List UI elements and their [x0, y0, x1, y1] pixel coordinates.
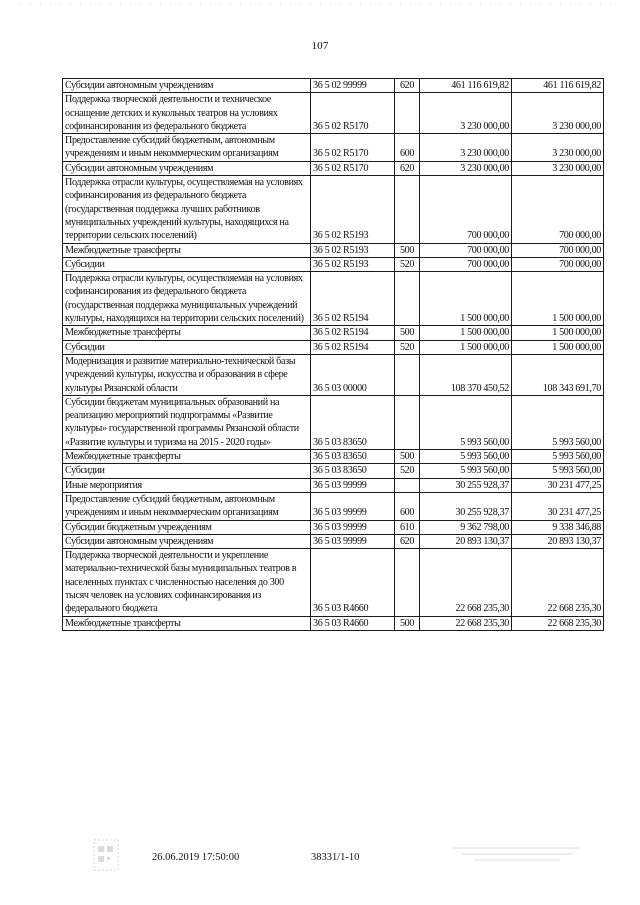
cell-expense-type: 520	[395, 257, 420, 271]
cell-amount-2: 22 668 235,30	[512, 549, 604, 616]
cell-code: 36 5 03 83650	[311, 395, 395, 449]
cell-code: 36 5 03 R4660	[311, 616, 395, 630]
cell-code: 36 5 03 00000	[311, 354, 395, 395]
cell-amount-1: 5 993 560,00	[420, 450, 512, 464]
cell-name: Субсидии автономным учреждениям	[63, 534, 311, 548]
cell-name: Поддержка отрасли культуры, осуществляемая на условиях софинансирования из федерального бюджета (государственная поддержка лучших работников муниципальных учреждений культуры, находящихся на территории сельских поселений)	[63, 176, 311, 243]
table-row	[63, 492, 604, 520]
cell-code: 36 5 02 R5170	[311, 93, 395, 134]
budget-table-body	[63, 79, 604, 631]
cell-expense-type: 500	[395, 243, 420, 257]
cell-name: Межбюджетные трансферты	[63, 243, 311, 257]
cell-amount-1: 5 993 560,00	[420, 464, 512, 478]
cell-expense-type	[395, 549, 420, 616]
cell-code: 36 5 03 99999	[311, 520, 395, 534]
cell-expense-type: 620	[395, 161, 420, 175]
table-row	[63, 326, 604, 340]
cell-name: Поддержка творческой деятельности и техническое оснащение детских и кукольных театров на условиях софинансирования из федерального бюджета	[63, 93, 311, 134]
cell-code: 36 5 03 99999	[311, 534, 395, 548]
cell-name: Предоставление субсидий бюджетным, автономным учреждениям и иным некоммерческим организациям	[63, 492, 311, 520]
table-row	[63, 272, 604, 326]
cell-amount-2: 700 000,00	[512, 176, 604, 243]
cell-name: Иные мероприятия	[63, 478, 311, 492]
cell-name: Субсидии автономным учреждениям	[63, 79, 311, 93]
cell-code: 36 5 03 99999	[311, 478, 395, 492]
cell-amount-2: 30 231 477,25	[512, 492, 604, 520]
table-row	[63, 395, 604, 449]
cell-expense-type: 500	[395, 450, 420, 464]
table-row	[63, 243, 604, 257]
table-row	[63, 616, 604, 630]
cell-amount-1: 22 668 235,30	[420, 549, 512, 616]
cell-amount-2: 9 338 346,88	[512, 520, 604, 534]
cell-amount-1: 22 668 235,30	[420, 616, 512, 630]
scan-artifact-top-edge	[0, 0, 640, 12]
cell-name: Субсидии	[63, 340, 311, 354]
cell-code: 36 5 02 R5194	[311, 340, 395, 354]
cell-name: Субсидии бюджетным учреждениям	[63, 520, 311, 534]
cell-expense-type: 520	[395, 464, 420, 478]
cell-code: 36 5 03 99999	[311, 492, 395, 520]
cell-name: Предоставление субсидий бюджетным, автономным учреждениям и иным некоммерческим организациям	[63, 134, 311, 162]
cell-amount-2: 700 000,00	[512, 257, 604, 271]
cell-name: Поддержка творческой деятельности и укрепление материально-технической базы муниципальных театров в населенных пунктах с численностью населения до 300 тысяч человек на условиях софинансирования из федерального бюджета	[63, 549, 311, 616]
cell-name: Межбюджетные трансферты	[63, 450, 311, 464]
table-row	[63, 340, 604, 354]
cell-name: Межбюджетные трансферты	[63, 326, 311, 340]
table-row	[63, 161, 604, 175]
cell-amount-2: 1 500 000,00	[512, 340, 604, 354]
cell-amount-2: 108 343 691,70	[512, 354, 604, 395]
cell-expense-type	[395, 93, 420, 134]
cell-expense-type: 620	[395, 534, 420, 548]
cell-expense-type: 500	[395, 326, 420, 340]
cell-name: Субсидии бюджетам муниципальных образований на реализацию мероприятий подпрограммы «Развитие культуры» государственной программы Рязанской области «Развитие культуры и туризма на 2015 - 2020 годы»	[63, 395, 311, 449]
cell-amount-2: 22 668 235,30	[512, 616, 604, 630]
cell-amount-1: 1 500 000,00	[420, 326, 512, 340]
table-row	[63, 520, 604, 534]
page-number: 107	[311, 40, 329, 52]
cell-amount-1: 30 255 928,37	[420, 478, 512, 492]
cell-expense-type: 520	[395, 340, 420, 354]
cell-code: 36 5 02 R5193	[311, 257, 395, 271]
cell-code: 36 5 02 R5170	[311, 134, 395, 162]
table-row	[63, 176, 604, 243]
footer-doc-number: 38331/1-10	[311, 852, 360, 863]
cell-amount-1: 700 000,00	[420, 243, 512, 257]
cell-amount-1: 3 230 000,00	[420, 161, 512, 175]
cell-amount-1: 9 362 798,00	[420, 520, 512, 534]
cell-name: Субсидии	[63, 464, 311, 478]
cell-amount-2: 3 230 000,00	[512, 134, 604, 162]
table-row	[63, 93, 604, 134]
table-row	[63, 549, 604, 616]
cell-code: 36 5 02 R5194	[311, 272, 395, 326]
cell-amount-1: 20 893 130,37	[420, 534, 512, 548]
faded-stamp-icon	[452, 844, 582, 870]
table-row	[63, 257, 604, 271]
footer-date: 26.06.2019 17:50:00	[152, 852, 240, 863]
cell-name: Поддержка отрасли культуры, осуществляемая на условиях софинансирования из федерального бюджета (государственная поддержка муниципальных учреждений культуры, находящихся на территории сельских поселений)	[63, 272, 311, 326]
table-row	[63, 134, 604, 162]
cell-code: 36 5 03 83650	[311, 450, 395, 464]
cell-expense-type: 500	[395, 616, 420, 630]
cell-amount-2: 30 231 477,25	[512, 478, 604, 492]
cell-code: 36 5 02 99999	[311, 79, 395, 93]
cell-code: 36 5 02 R5170	[311, 161, 395, 175]
cell-amount-1: 5 993 560,00	[420, 395, 512, 449]
table-row	[63, 464, 604, 478]
cell-amount-2: 1 500 000,00	[512, 326, 604, 340]
cell-expense-type: 600	[395, 134, 420, 162]
cell-code: 36 5 02 R5193	[311, 176, 395, 243]
cell-expense-type: 620	[395, 79, 420, 93]
cell-expense-type	[395, 478, 420, 492]
cell-expense-type	[395, 272, 420, 326]
cell-expense-type	[395, 395, 420, 449]
cell-expense-type: 610	[395, 520, 420, 534]
cell-amount-1: 3 230 000,00	[420, 93, 512, 134]
cell-expense-type	[395, 176, 420, 243]
cell-code: 36 5 03 R4660	[311, 549, 395, 616]
cell-amount-2: 3 230 000,00	[512, 93, 604, 134]
cell-amount-1: 30 255 928,37	[420, 492, 512, 520]
cell-amount-1: 1 500 000,00	[420, 272, 512, 326]
table-row	[63, 354, 604, 395]
cell-amount-2: 20 893 130,37	[512, 534, 604, 548]
cell-amount-1: 3 230 000,00	[420, 134, 512, 162]
cell-amount-2: 5 993 560,00	[512, 395, 604, 449]
table-row	[63, 534, 604, 548]
table-row	[63, 450, 604, 464]
cell-amount-2: 5 993 560,00	[512, 464, 604, 478]
table-row	[63, 478, 604, 492]
cell-name: Модернизация и развитие материально-технической базы учреждений культуры, искусства и образования в сфере культуры Рязанской области	[63, 354, 311, 395]
cell-amount-2: 461 116 619,82	[512, 79, 604, 93]
cell-amount-1: 108 370 450,52	[420, 354, 512, 395]
cell-name: Субсидии	[63, 257, 311, 271]
cell-name: Субсидии автономным учреждениям	[63, 161, 311, 175]
cell-amount-2: 1 500 000,00	[512, 272, 604, 326]
cell-expense-type: 600	[395, 492, 420, 520]
cell-amount-2: 5 993 560,00	[512, 450, 604, 464]
cell-amount-1: 700 000,00	[420, 176, 512, 243]
table-row	[63, 79, 604, 93]
cell-amount-1: 1 500 000,00	[420, 340, 512, 354]
cell-amount-2: 3 230 000,00	[512, 161, 604, 175]
cell-code: 36 5 03 83650	[311, 464, 395, 478]
cell-code: 36 5 02 R5193	[311, 243, 395, 257]
cell-amount-1: 461 116 619,82	[420, 79, 512, 93]
cell-amount-2: 700 000,00	[512, 243, 604, 257]
budget-table	[62, 78, 604, 631]
cell-name: Межбюджетные трансферты	[63, 616, 311, 630]
cell-amount-1: 700 000,00	[420, 257, 512, 271]
cell-expense-type	[395, 354, 420, 395]
cell-code: 36 5 02 R5194	[311, 326, 395, 340]
